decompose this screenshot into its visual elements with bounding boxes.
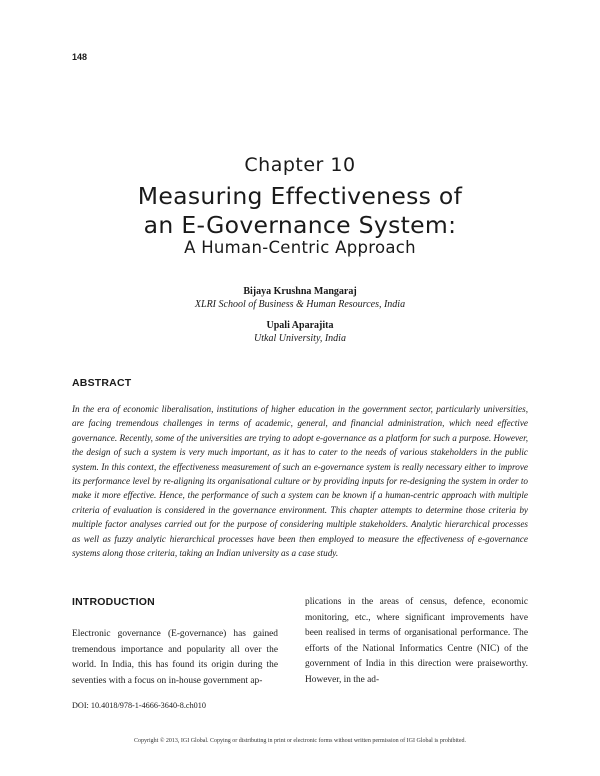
abstract-text: In the era of economic liberalisation, institutions of higher education in the government sector, particularly universities, are facing tremendous challenges in terms of academic, general, and financial administration, which need effective governance. Recently, some of the universities are trying to adopt e-governance as a platform for such a purpose. However, the design of such a system is very much important, as it has to cater to the needs of various stakeholders in the public system. In this context, the effectiveness measurement of such an e-governance system is really necessary either to improve its performance level by re-aligning its organisational culture or by providing inputs for re-designing the system in order to make it more effective. Hence, the performance of such a system can be known if a human-centric approach with multiple criteria of evaluation is considered in the governance environment. This chapter attempts to determine those criteria by multiple factor analyses carried out for the purpose of considering multiple stakeholders. Analytic hierarchical processes as well as fuzzy analytic hierarchical processes have been then employed to measure the effectiveness of e-governance systems along those criteria, taking an Indian university as a case study.	[72, 404, 528, 559]
doi: DOI: 10.4018/978-1-4666-3640-8.ch010	[72, 701, 206, 710]
introduction-column-1: Electronic governance (E-governance) has gained tremendous importance and popularity all over the world. In India, this has found its origin during the seventies with a focus on in-house government ap-	[72, 629, 278, 686]
chapter-title	[0, 182, 600, 240]
chapter-subtitle: A Human-Centric Approach	[184, 238, 416, 257]
title-line-1: Measuring Effectiveness of	[137, 182, 463, 210]
chapter-label: Chapter 10	[244, 154, 356, 176]
author-affiliation-1: XLRI School of Business & Human Resources, India	[194, 299, 406, 310]
introduction-heading: INTRODUCTION	[72, 596, 155, 608]
title-line-2: an E-Governance System:	[143, 211, 457, 239]
author-name-1: Bijaya Krushna Mangaraj	[243, 286, 357, 297]
abstract-heading: ABSTRACT	[72, 377, 132, 389]
page-number: 148	[72, 52, 88, 62]
author-affiliation-2: Utkal University, India	[254, 333, 346, 344]
author-name-2: Upali Aparajita	[266, 320, 334, 331]
introduction-column-2: plications in the areas of census, defence, economic monitoring, etc., where significant improvements have been realised in terms of organisational performance. The efforts of the National Informatics Centre (NIC) of the government of India in this direction were praiseworthy. However, in the ad-	[305, 597, 528, 685]
copyright-notice: Copyright © 2013, IGI Global. Copying or distributing in print or electronic forms without written permission of IGI Global is prohibited.	[133, 738, 466, 744]
